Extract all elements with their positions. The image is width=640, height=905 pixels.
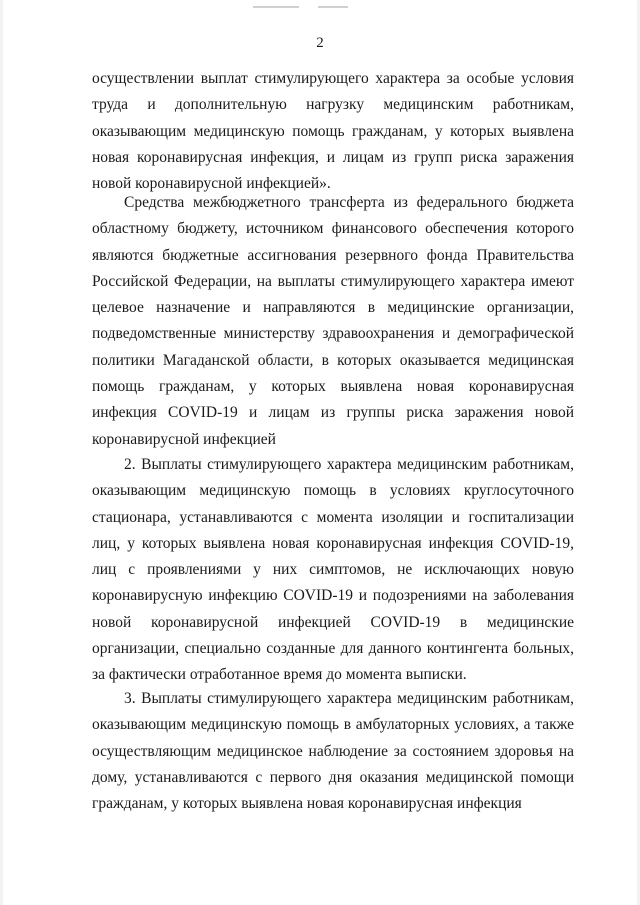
- scan-artifact: [318, 6, 348, 8]
- paragraph-item-3: [92, 686, 574, 817]
- paragraph-text: 3. Выплаты стимулирующего характера медицинским работникам, оказывающим медицинскую помощь в амбулаторных условиях, а также осуществляющим медицинское наблюдение за состоянием здоровья на дому, устанавливаются с первого дня оказания медицинской помощи гражданам, у которых выявлена новая коронавирусная инфекция: [92, 690, 574, 813]
- paragraph-item-2: [92, 452, 574, 689]
- paragraph-text: 2. Выплаты стимулирующего характера медицинским работникам, оказывающим медицинскую помощь в условиях круглосуточного стационара, устанавливаются с момента изоляции и госпитализации лиц, у которых выявлена новая коронавирусная инфекция COVID-19, лиц с проявлениями у них симптомов, не исключающих новую коронавирусную инфекцию COVID-19 и подозрениями на заболевания новой коронавирусной инфекцией COVID-19 в медицинские организации, специально созданные для данного контингента больных, за фактически отработанное время до момента выписки.: [92, 456, 574, 684]
- scan-edge-left: [0, 0, 3, 905]
- paragraph-text: Средства межбюджетного трансферта из федерального бюджета областному бюджету, источником финансового обеспечения которого являются бюджетные ассигнования резервного фонда Правительства Российской Федерации, на выплаты стимулирующего характера имеют целевое назначение и направляются в медицинские организации, подведомственные министерству здравоохранения и демографической политики Магаданской области, в которых оказывается медицинская помощь гражданам, у которых выявлена новая коронавирусная инфекция COVID-19 и лицам из группы риска заражения новой коронавирусной инфекцией: [92, 194, 574, 448]
- scan-artifact: [253, 6, 299, 8]
- paragraph-text: осуществлении выплат стимулирующего характера за особые условия труда и дополнительную нагрузку медицинским работникам, оказывающим медицинскую помощь гражданам, у которых выявлена новая коронавирусная инфекция, и лицам из групп риска заражения новой коронавирусной инфекцией».: [92, 70, 574, 193]
- paragraph-funding: [92, 190, 574, 453]
- page-number: 2: [316, 35, 324, 51]
- paragraph-continuation: [92, 66, 574, 197]
